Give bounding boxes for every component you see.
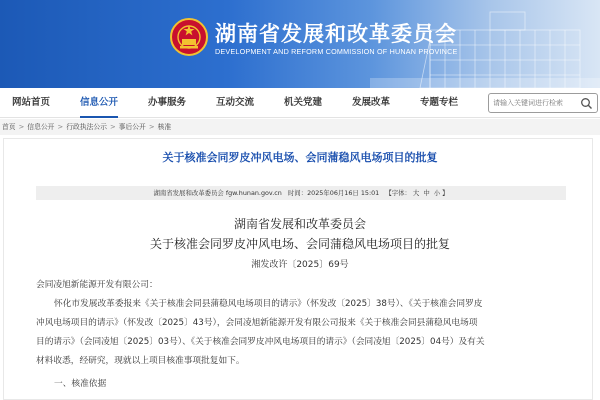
breadcrumb-separator: > bbox=[18, 123, 25, 131]
search-icon[interactable] bbox=[580, 97, 593, 110]
document-paragraph-line: 材料收悉，经研究，现就以上项目核准事项批复如下。 bbox=[36, 356, 245, 366]
site-subtitle: DEVELOPMENT AND REFORM COMMISSION OF HUNAN PROVINCE bbox=[215, 47, 458, 56]
national-emblem-icon bbox=[170, 18, 208, 56]
article-title: 关于核准会同罗皮冲风电场、会同蒲稳风电场项目的批复 bbox=[162, 151, 438, 164]
meta-time-label: 时间： bbox=[287, 189, 308, 197]
breadcrumb-separator: > bbox=[109, 123, 116, 131]
breadcrumb bbox=[0, 119, 600, 135]
article-meta bbox=[36, 186, 566, 200]
search-input[interactable] bbox=[493, 96, 573, 110]
breadcrumb-info-disclosure[interactable]: 信息公开 bbox=[27, 123, 55, 131]
nav-item-interaction[interactable]: 互动交流 bbox=[216, 97, 255, 108]
document-paragraph-line: 目的请示》（会同凌旭〔2025〕03号）、《关于核准会同罗皮冲风电场项目的请示》（会同凌旭〔2025〕04号）及有关 bbox=[36, 337, 485, 347]
search-box bbox=[488, 93, 598, 113]
font-size-label: 【字体： bbox=[385, 189, 411, 197]
breadcrumb-home[interactable]: 首页 bbox=[2, 123, 16, 131]
breadcrumb-post-disclosure[interactable]: 事后公开 bbox=[118, 123, 146, 131]
breadcrumb-separator: > bbox=[57, 123, 64, 131]
document-paragraph-line: 冲风电场项目的请示》（怀发改〔2025〕43号），会同凌旭新能源开发有限公司报来《关于核准会同县蒲稳风电场项 bbox=[36, 318, 478, 328]
document-title: 关于核准会同罗皮冲风电场、会同蒲稳风电场项目的批复 bbox=[149, 237, 450, 251]
breadcrumb-enforcement[interactable]: 行政执法公示 bbox=[66, 123, 107, 131]
font-size-small-button[interactable]: 小 bbox=[433, 189, 441, 197]
meta-source: 湖南省发展和改革委员会 fgw.hunan.gov.cn bbox=[153, 189, 282, 197]
meta-time: 2025年06月16日 15:01 bbox=[307, 189, 380, 197]
header-banner bbox=[0, 0, 600, 88]
document-paragraph-line: 怀化市发展改革委报来《关于核准会同县蒲稳风电场项目的请示》（怀发改〔2025〕38号）、《关于核准会同罗皮 bbox=[54, 299, 483, 309]
document-recipient: 会同凌旭新能源开发有限公司： bbox=[36, 280, 158, 290]
breadcrumb-approval[interactable]: 核准 bbox=[157, 123, 172, 131]
font-size-close-bracket: 】 bbox=[442, 189, 449, 197]
nav-item-home[interactable]: 网站首页 bbox=[12, 97, 51, 108]
nav-item-development-reform[interactable]: 发展改革 bbox=[352, 97, 391, 108]
nav-item-services[interactable]: 办事服务 bbox=[148, 97, 187, 108]
nav-item-special-topics[interactable]: 专题专栏 bbox=[420, 97, 459, 108]
nav-item-info-disclosure[interactable]: 信息公开 bbox=[80, 88, 118, 118]
font-size-medium-button[interactable]: 中 bbox=[423, 189, 430, 197]
section-heading: 一、核准依据 bbox=[54, 379, 107, 389]
site-title: 湖南省发展和改革委员会 bbox=[215, 21, 457, 46]
nav-item-party-building[interactable]: 机关党建 bbox=[284, 97, 323, 108]
font-size-large-button[interactable]: 大 bbox=[412, 189, 420, 197]
document-issuer: 湖南省发展和改革委员会 bbox=[233, 217, 366, 231]
breadcrumb-separator: > bbox=[148, 123, 155, 131]
document-number: 湘发改许〔2025〕69号 bbox=[251, 260, 349, 270]
